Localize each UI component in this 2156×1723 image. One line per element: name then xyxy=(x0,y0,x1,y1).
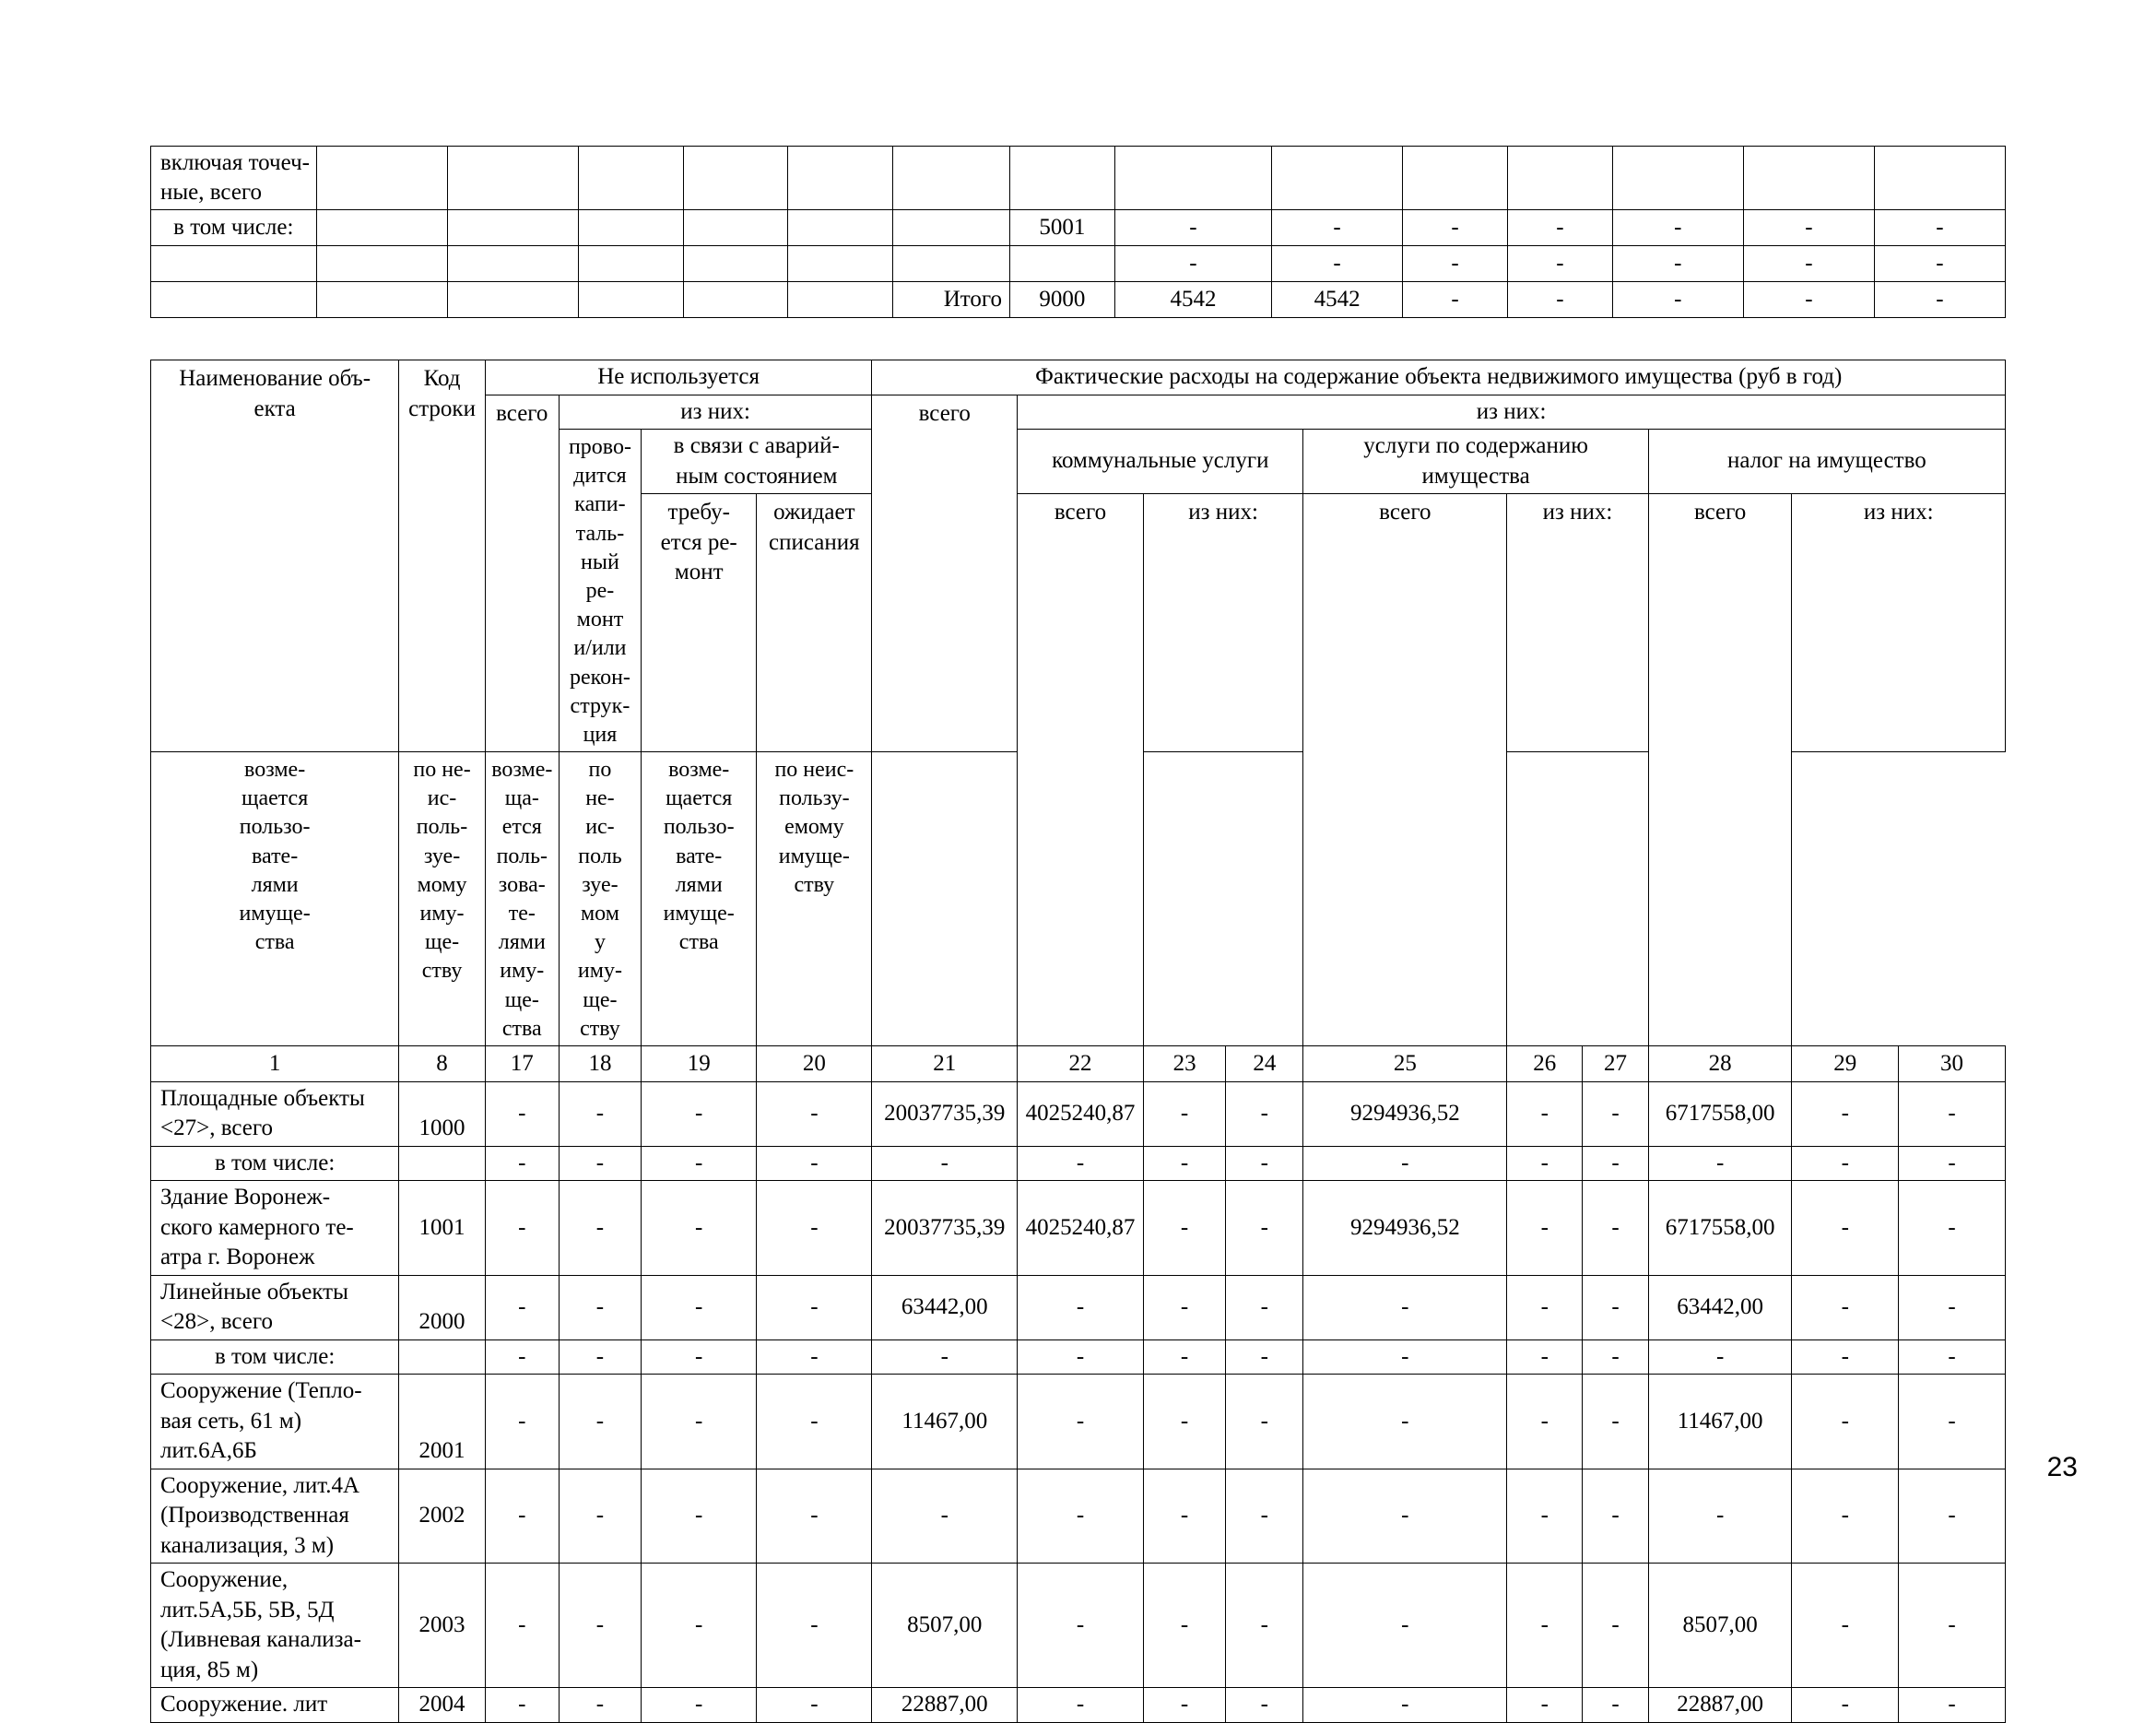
top-cell xyxy=(316,147,447,210)
row-v-tom-chisle-2 xyxy=(151,1339,2006,1375)
data-cell-col-18: - xyxy=(559,1339,641,1375)
top-row-label xyxy=(151,246,317,282)
data-cell-col-29: - xyxy=(1792,1688,1899,1723)
top-cell: - xyxy=(1743,282,1874,318)
data-cell-col-30: - xyxy=(1899,1564,2006,1688)
th-capital-repair: прово- дится капи- таль- ный ре- монт и/или рекон- струк- ция xyxy=(559,430,641,752)
data-cell-col-20: - xyxy=(757,1275,872,1339)
data-cell-col-27: - xyxy=(1583,1375,1649,1469)
data-cell-col-23: - xyxy=(1143,1469,1225,1564)
data-cell-col-28: 63442,00 xyxy=(1648,1275,1792,1339)
th-not-used-total: всего xyxy=(485,395,559,752)
data-cell-col-30: - xyxy=(1899,1181,2006,1276)
object-name-cell: Линейные объекты <28>, всего xyxy=(151,1275,399,1339)
data-cell-col-20: - xyxy=(757,1146,872,1181)
data-cell-col-29: - xyxy=(1792,1181,1899,1276)
top-cell xyxy=(1612,147,1743,210)
row-code-cell xyxy=(399,1146,486,1181)
th-tax-total: всего xyxy=(1648,494,1792,1046)
data-cell-col-28: - xyxy=(1648,1469,1792,1564)
row-code-cell: 2001 xyxy=(399,1375,486,1469)
top-cell: 5001 xyxy=(1010,210,1115,246)
top-cell xyxy=(893,147,1010,210)
top-cell xyxy=(1743,147,1874,210)
data-cell-col-17: - xyxy=(485,1275,559,1339)
data-cell-col-30: - xyxy=(1899,1146,2006,1181)
row-code-cell: 1001 xyxy=(399,1181,486,1276)
data-cell-col-23: - xyxy=(1143,1181,1225,1276)
data-cell-col-24: - xyxy=(1226,1375,1303,1469)
top-cell: Итого xyxy=(893,282,1010,318)
th-maintenance-of-which: из них: xyxy=(1507,494,1649,752)
data-cell-col-22: - xyxy=(1018,1469,1144,1564)
top-cell: 9000 xyxy=(1010,282,1115,318)
top-cell: - xyxy=(1612,282,1743,318)
data-cell-col-21: - xyxy=(872,1339,1018,1375)
data-cell-col-23: - xyxy=(1143,1339,1225,1375)
data-cell-col-26: - xyxy=(1507,1339,1583,1375)
top-cell xyxy=(893,210,1010,246)
row-sooruzhenie-teplovaya-set xyxy=(151,1375,2006,1469)
top-cell xyxy=(578,147,683,210)
data-cell-col-21: 63442,00 xyxy=(872,1275,1018,1339)
data-cell-col-17: - xyxy=(485,1688,559,1723)
data-cell-col-29: - xyxy=(1792,1375,1899,1469)
object-name-cell: в том числе: xyxy=(151,1339,399,1375)
data-cell-col-20: - xyxy=(757,1339,872,1375)
data-cell-col-26: - xyxy=(1507,1375,1583,1469)
top-cell xyxy=(1010,246,1115,282)
top-cell xyxy=(1010,147,1115,210)
data-cell-col-29: - xyxy=(1792,1564,1899,1688)
data-cell-col-18: - xyxy=(559,1688,641,1723)
top-cell xyxy=(316,282,447,318)
data-cell-col-20: - xyxy=(757,1564,872,1688)
top-cell: - xyxy=(1272,246,1403,282)
column-number: 26 xyxy=(1507,1045,1583,1081)
data-cell-col-27: - xyxy=(1583,1275,1649,1339)
main-table-header xyxy=(151,360,2006,1046)
row-lineynye-obekty xyxy=(151,1275,2006,1339)
top-cell: - xyxy=(1114,246,1271,282)
column-number: 19 xyxy=(642,1045,757,1081)
data-cell-col-23: - xyxy=(1143,1375,1225,1469)
data-cell-col-23: - xyxy=(1143,1275,1225,1339)
row-vklyuchaya-tochechnye xyxy=(151,147,2006,210)
data-cell-col-25: 9294936,52 xyxy=(1303,1181,1507,1276)
top-cell: - xyxy=(1612,246,1743,282)
header-row-1 xyxy=(151,360,2006,395)
data-cell-col-21: 22887,00 xyxy=(872,1688,1018,1723)
top-row-label: включая точеч- ные, всего xyxy=(151,147,317,210)
object-name-cell: Здание Воронеж- ского камерного те- атра г. Воронеж xyxy=(151,1181,399,1276)
row-code-cell xyxy=(399,1339,486,1375)
data-cell-col-27: - xyxy=(1583,1339,1649,1375)
data-cell-col-29: - xyxy=(1792,1081,1899,1146)
column-number-row xyxy=(151,1045,2006,1081)
data-cell-col-25: - xyxy=(1303,1564,1507,1688)
column-number: 25 xyxy=(1303,1045,1507,1081)
data-cell-col-17: - xyxy=(485,1339,559,1375)
object-name-cell: Площадные объекты <27>, всего xyxy=(151,1081,399,1146)
data-cell-col-17: - xyxy=(485,1564,559,1688)
top-cell xyxy=(447,246,578,282)
data-cell-col-27: - xyxy=(1583,1469,1649,1564)
data-cell-col-28: 8507,00 xyxy=(1648,1564,1792,1688)
column-number: 30 xyxy=(1899,1045,2006,1081)
data-cell-col-23: - xyxy=(1143,1564,1225,1688)
data-cell-col-22: - xyxy=(1018,1375,1144,1469)
row-itogo xyxy=(151,282,2006,318)
row-code-cell: 2000 xyxy=(399,1275,486,1339)
top-cell: - xyxy=(1403,246,1508,282)
object-name-cell: Сооружение, лит.5А,5Б, 5В, 5Д (Ливневая канализа- ция, 85 м) xyxy=(151,1564,399,1688)
data-cell-col-26: - xyxy=(1507,1081,1583,1146)
object-name-cell: в том числе: xyxy=(151,1146,399,1181)
data-cell-col-22: - xyxy=(1018,1688,1144,1723)
top-cell xyxy=(893,246,1010,282)
th-maintenance-total: всего xyxy=(1303,494,1507,1046)
data-cell-col-19: - xyxy=(642,1181,757,1276)
top-cell xyxy=(788,210,893,246)
data-cell-col-25: - xyxy=(1303,1688,1507,1723)
data-cell-col-25: - xyxy=(1303,1146,1507,1181)
th-utilities-total: всего xyxy=(1018,494,1144,1046)
top-cell xyxy=(447,210,578,246)
data-cell-col-21: 20037735,39 xyxy=(872,1081,1018,1146)
column-number: 28 xyxy=(1648,1045,1792,1081)
top-cell xyxy=(316,246,447,282)
top-table-body xyxy=(151,147,2006,318)
data-cell-col-19: - xyxy=(642,1469,757,1564)
th-not-used: Не используется xyxy=(485,360,872,395)
main-table-body xyxy=(151,1045,2006,1722)
th-maint-unused: по не- ис- поль зуе- мом у иму- ще- ству xyxy=(559,752,641,1046)
data-cell-col-18: - xyxy=(559,1275,641,1339)
data-cell-col-19: - xyxy=(642,1275,757,1339)
data-cell-col-20: - xyxy=(757,1469,872,1564)
column-number: 18 xyxy=(559,1045,641,1081)
data-cell-col-27: - xyxy=(1583,1688,1649,1723)
data-cell-col-25: 9294936,52 xyxy=(1303,1081,1507,1146)
data-cell-col-26: - xyxy=(1507,1469,1583,1564)
data-cell-col-18: - xyxy=(559,1375,641,1469)
data-cell-col-18: - xyxy=(559,1181,641,1276)
row-v-tom-chisle-1 xyxy=(151,1146,2006,1181)
th-awaiting-writeoff: ожидает списания xyxy=(757,494,872,752)
data-cell-col-26: - xyxy=(1507,1181,1583,1276)
data-cell-col-21: - xyxy=(872,1146,1018,1181)
data-cell-col-20: - xyxy=(757,1081,872,1146)
data-cell-col-23: - xyxy=(1143,1081,1225,1146)
data-cell-col-22: 4025240,87 xyxy=(1018,1081,1144,1146)
data-cell-col-22: - xyxy=(1018,1146,1144,1181)
object-name-cell: Сооружение, лит.4А (Производственная канализация, 3 м) xyxy=(151,1469,399,1564)
row-sooruzhenie-lit xyxy=(151,1688,2006,1723)
data-cell-col-20: - xyxy=(757,1688,872,1723)
data-cell-col-21: - xyxy=(872,1469,1018,1564)
th-tax-of-which: из них: xyxy=(1792,494,2006,752)
data-cell-col-21: 11467,00 xyxy=(872,1375,1018,1469)
th-row-code: Код строки xyxy=(399,360,486,752)
data-cell-col-24: - xyxy=(1226,1339,1303,1375)
th-actual-total: всего xyxy=(872,395,1018,752)
data-cell-col-20: - xyxy=(757,1375,872,1469)
data-cell-col-17: - xyxy=(485,1181,559,1276)
data-cell-col-17: - xyxy=(485,1146,559,1181)
top-cell xyxy=(683,210,788,246)
top-cell xyxy=(788,147,893,210)
data-cell-col-28: 11467,00 xyxy=(1648,1375,1792,1469)
top-cell xyxy=(447,282,578,318)
object-name-cell: Сооружение. лит xyxy=(151,1688,399,1723)
data-cell-col-19: - xyxy=(642,1564,757,1688)
data-cell-col-19: - xyxy=(642,1688,757,1723)
data-cell-col-25: - xyxy=(1303,1339,1507,1375)
data-cell-col-30: - xyxy=(1899,1339,2006,1375)
data-cell-col-25: - xyxy=(1303,1375,1507,1469)
column-number: 8 xyxy=(399,1045,486,1081)
th-actual-costs: Фактические расходы на содержание объекта недвижимого имущества (руб в год) xyxy=(872,360,2006,395)
data-cell-col-26: - xyxy=(1507,1146,1583,1181)
row-code-cell: 2003 xyxy=(399,1564,486,1688)
data-cell-col-30: - xyxy=(1899,1375,2006,1469)
top-cell: - xyxy=(1874,282,2005,318)
page-number: 23 xyxy=(2046,1452,2078,1482)
data-cell-col-25: - xyxy=(1303,1469,1507,1564)
data-cell-col-27: - xyxy=(1583,1181,1649,1276)
th-emergency-condition: в связи с аварий- ным состоянием xyxy=(642,430,872,494)
data-cell-col-24: - xyxy=(1226,1564,1303,1688)
top-cell: 4542 xyxy=(1272,282,1403,318)
top-cell: - xyxy=(1114,210,1271,246)
data-cell-col-27: - xyxy=(1583,1564,1649,1688)
column-number: 23 xyxy=(1143,1045,1225,1081)
data-cell-col-23: - xyxy=(1143,1146,1225,1181)
row-zdanie-teatra xyxy=(151,1181,2006,1276)
top-summary-table xyxy=(150,146,2006,318)
column-number: 21 xyxy=(872,1045,1018,1081)
top-cell xyxy=(788,282,893,318)
data-cell-col-26: - xyxy=(1507,1564,1583,1688)
th-not-used-of-which: из них: xyxy=(559,395,872,430)
top-cell xyxy=(578,282,683,318)
top-cell xyxy=(683,282,788,318)
data-cell-col-24: - xyxy=(1226,1688,1303,1723)
top-cell xyxy=(447,147,578,210)
data-cell-col-26: - xyxy=(1507,1275,1583,1339)
th-utilities: коммунальные услуги xyxy=(1018,430,1303,494)
top-cell xyxy=(578,210,683,246)
data-cell-col-28: - xyxy=(1648,1339,1792,1375)
data-cell-col-18: - xyxy=(559,1469,641,1564)
data-cell-col-17: - xyxy=(485,1081,559,1146)
top-cell: - xyxy=(1507,246,1612,282)
top-cell: - xyxy=(1743,210,1874,246)
top-cell: - xyxy=(1403,210,1508,246)
data-cell-col-18: - xyxy=(559,1081,641,1146)
row-code-cell: 1000 xyxy=(399,1081,486,1146)
top-cell: - xyxy=(1874,246,2005,282)
data-cell-col-29: - xyxy=(1792,1275,1899,1339)
row-ploshchadnye-obekty xyxy=(151,1081,2006,1146)
data-cell-col-28: - xyxy=(1648,1146,1792,1181)
data-cell-col-30: - xyxy=(1899,1469,2006,1564)
column-number: 29 xyxy=(1792,1045,1899,1081)
data-cell-col-25: - xyxy=(1303,1275,1507,1339)
top-cell xyxy=(578,246,683,282)
top-cell xyxy=(683,147,788,210)
main-property-table xyxy=(150,360,2006,1723)
data-cell-col-19: - xyxy=(642,1081,757,1146)
data-cell-col-29: - xyxy=(1792,1469,1899,1564)
column-number: 1 xyxy=(151,1045,399,1081)
data-cell-col-21: 8507,00 xyxy=(872,1564,1018,1688)
column-number: 24 xyxy=(1226,1045,1303,1081)
th-property-tax: налог на имущество xyxy=(1648,430,2005,494)
column-number: 20 xyxy=(757,1045,872,1081)
column-number: 17 xyxy=(485,1045,559,1081)
th-maintenance-services: услуги по содержанию имущества xyxy=(1303,430,1648,494)
data-cell-col-22: - xyxy=(1018,1564,1144,1688)
data-cell-col-27: - xyxy=(1583,1146,1649,1181)
column-number: 22 xyxy=(1018,1045,1144,1081)
top-cell xyxy=(1874,147,2005,210)
data-cell-col-22: - xyxy=(1018,1339,1144,1375)
data-cell-col-30: - xyxy=(1899,1081,2006,1146)
row-sooruzhenie-lit4a xyxy=(151,1469,2006,1564)
top-cell xyxy=(683,246,788,282)
row-sooruzhenie-livnevaya xyxy=(151,1564,2006,1688)
data-cell-col-24: - xyxy=(1226,1081,1303,1146)
top-cell: 4542 xyxy=(1114,282,1271,318)
data-cell-col-17: - xyxy=(485,1469,559,1564)
row-blank xyxy=(151,246,2006,282)
data-cell-col-20: - xyxy=(757,1181,872,1276)
th-repair-needed: требу- ется ре- монт xyxy=(642,494,757,752)
data-cell-col-24: - xyxy=(1226,1275,1303,1339)
top-cell: - xyxy=(1272,210,1403,246)
data-cell-col-29: - xyxy=(1792,1146,1899,1181)
data-cell-col-24: - xyxy=(1226,1181,1303,1276)
top-cell: - xyxy=(1743,246,1874,282)
top-cell xyxy=(1272,147,1403,210)
data-cell-col-28: 22887,00 xyxy=(1648,1688,1792,1723)
top-cell xyxy=(1507,147,1612,210)
th-maint-reimbursed: возме- ща- ется поль- зова- те- лями иму- ще- ства xyxy=(485,752,559,1046)
data-cell-col-19: - xyxy=(642,1375,757,1469)
data-cell-col-28: 6717558,00 xyxy=(1648,1181,1792,1276)
top-cell xyxy=(788,246,893,282)
row-code-cell: 2002 xyxy=(399,1469,486,1564)
data-cell-col-22: 4025240,87 xyxy=(1018,1181,1144,1276)
th-actual-of-which: из них: xyxy=(1018,395,2006,430)
data-cell-col-18: - xyxy=(559,1146,641,1181)
data-cell-col-30: - xyxy=(1899,1688,2006,1723)
top-cell: - xyxy=(1403,282,1508,318)
row-v-tom-chisle xyxy=(151,210,2006,246)
row-code-cell: 2004 xyxy=(399,1688,486,1723)
object-name-cell: Сооружение (Тепло- вая сеть, 61 м) лит.6А,6Б xyxy=(151,1375,399,1469)
top-cell xyxy=(1403,147,1508,210)
top-row-label xyxy=(151,282,317,318)
th-util-unused: по не- ис- поль- зуе- мому иму- ще- ству xyxy=(399,752,486,1046)
top-cell: - xyxy=(1507,282,1612,318)
data-cell-col-21: 20037735,39 xyxy=(872,1181,1018,1276)
data-cell-col-24: - xyxy=(1226,1469,1303,1564)
th-tax-reimbursed: возме- щается пользо- вате- лями имуще- ства xyxy=(642,752,757,1046)
data-cell-col-18: - xyxy=(559,1564,641,1688)
top-cell: - xyxy=(1612,210,1743,246)
data-cell-col-22: - xyxy=(1018,1275,1144,1339)
top-row-label: в том числе: xyxy=(151,210,317,246)
data-cell-col-17: - xyxy=(485,1375,559,1469)
data-cell-col-29: - xyxy=(1792,1339,1899,1375)
top-cell xyxy=(1114,147,1271,210)
th-object-name: Наименование объ- екта xyxy=(151,360,399,752)
column-number: 27 xyxy=(1583,1045,1649,1081)
data-cell-col-23: - xyxy=(1143,1688,1225,1723)
top-cell: - xyxy=(1874,210,2005,246)
data-cell-col-30: - xyxy=(1899,1275,2006,1339)
data-cell-col-19: - xyxy=(642,1339,757,1375)
th-utilities-of-which: из них: xyxy=(1143,494,1303,752)
data-cell-col-19: - xyxy=(642,1146,757,1181)
data-cell-col-26: - xyxy=(1507,1688,1583,1723)
data-cell-col-28: 6717558,00 xyxy=(1648,1081,1792,1146)
th-util-reimbursed: возме- щается пользо- вате- лями имуще- ства xyxy=(151,752,399,1046)
data-cell-col-27: - xyxy=(1583,1081,1649,1146)
top-cell: - xyxy=(1507,210,1612,246)
data-cell-col-24: - xyxy=(1226,1146,1303,1181)
top-cell xyxy=(316,210,447,246)
th-tax-unused: по неис- пользу- емому имуще- ству xyxy=(757,752,872,1046)
